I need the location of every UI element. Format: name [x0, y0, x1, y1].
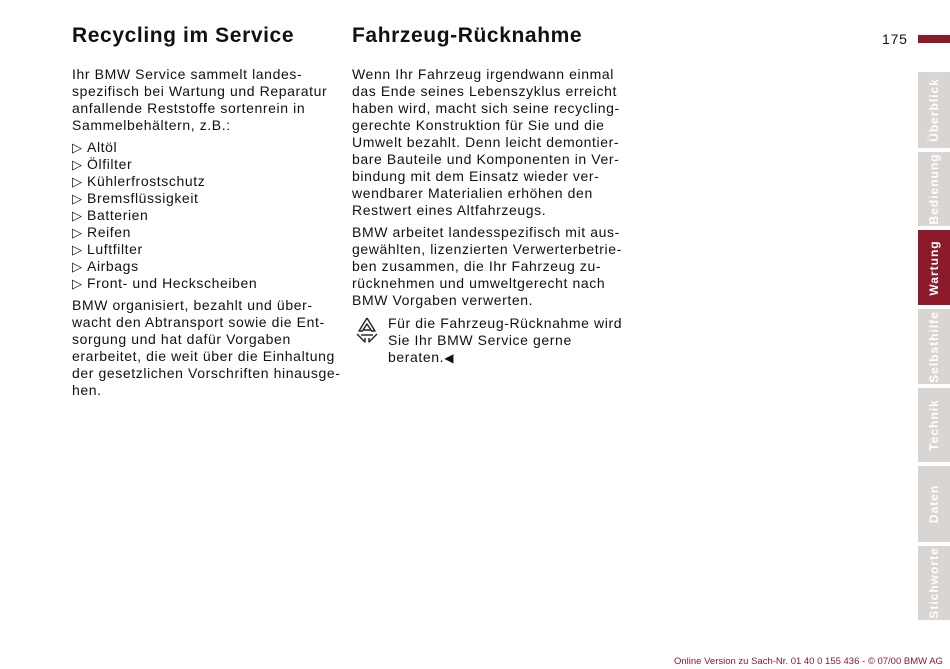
triangle-right-outline-icon: ▷ [72, 242, 83, 257]
section-title-recycling: Recycling im Service [72, 24, 295, 47]
tab-label: Technik [927, 399, 941, 451]
triangle-right-outline-icon: ▷ [72, 191, 83, 206]
tab-label: Selbsthilfe [927, 310, 941, 383]
triangle-right-outline-icon: ▷ [72, 140, 83, 155]
end-mark-triangle-icon: ◀ [444, 351, 455, 365]
list-item: ▷ Altöl [72, 139, 118, 155]
triangle-right-outline-icon: ▷ [72, 276, 83, 291]
list-item: ▷ Front- und Heckscheiben [72, 275, 258, 291]
tab-label: Bedienung [927, 153, 941, 225]
closing-paragraph: BMW organisiert, bezahlt und über- wacht den Abtransport sowie die Ent- sorgung und hat dafür Vorgaben erarbeitet, die weit über die Einhaltung der gesetzlichen Vorschriften hinausge- hen. [72, 297, 341, 398]
list-item: ▷ Kühlerfrostschutz [72, 173, 206, 189]
tab-label: Wartung [927, 239, 941, 296]
list-item: ▷ Airbags [72, 258, 139, 274]
triangle-right-outline-icon: ▷ [72, 208, 83, 223]
tab-daten[interactable] [918, 466, 950, 542]
tab-bedienung[interactable] [918, 152, 950, 226]
list-item: ▷ Bremsflüssigkeit [72, 190, 199, 206]
tab-selbsthilfe[interactable] [918, 309, 950, 384]
body-paragraph-1: Wenn Ihr Fahrzeug irgendwann einmal das Ende seines Lebenszyklus erreicht haben wird, macht sich seine recycling- gerechte Konstruktion für Sie und die Umwelt bezahlt. Denn leicht demontier- bare Bauteile und Komponenten in Ver- bindung mit dem Einsatz wieder ver- wendbarer Materialien erhöhen den Restwert eines Altfahrzeugs. [352, 66, 620, 218]
footer-note: Online Version zu Sach-Nr. 01 40 0 155 436 - © 07/00 BMW AG [674, 656, 943, 667]
tab-label: Daten [927, 484, 941, 524]
list-item: ▷ Batterien [72, 207, 149, 223]
list-item: ▷ Luftfilter [72, 241, 143, 257]
triangle-right-outline-icon: ▷ [72, 259, 83, 274]
recycling-icon [352, 315, 382, 345]
tab-ueberblick[interactable] [918, 72, 950, 148]
note-text: Für die Fahrzeug-Rücknahme wird Sie Ihr BMW Service gerne beraten. [388, 315, 623, 365]
triangle-right-outline-icon: ▷ [72, 157, 83, 172]
list-item: ▷ Reifen [72, 224, 132, 240]
waste-list [72, 139, 342, 292]
section-title-ruecknahme: Fahrzeug-Rücknahme [352, 24, 583, 47]
tab-stichworte[interactable] [918, 546, 950, 620]
triangle-right-outline-icon: ▷ [72, 174, 83, 189]
intro-paragraph: Ihr BMW Service sammelt landes- spezifisch bei Wartung und Reparatur anfallende Reststoffe sortenrein in Sammelbehältern, z.B.: [72, 66, 328, 133]
left-column [72, 66, 342, 404]
list-item: ▷ Ölfilter [72, 156, 133, 172]
tab-label: Stichworte [927, 547, 941, 619]
right-column [352, 66, 627, 367]
body-paragraph-2: BMW arbeitet landesspezifisch mit aus- gewählten, lizenzierten Verwerterbetrie- ben zusammen, die Ihr Fahrzeug zu- rücknehmen und umweltgerecht nach BMW Vorgaben verwerten. [352, 224, 622, 308]
recycling-note [352, 315, 627, 367]
triangle-right-outline-icon: ▷ [72, 225, 83, 240]
tab-wartung[interactable] [918, 230, 950, 305]
tab-technik[interactable] [918, 388, 950, 462]
accent-bar [918, 35, 950, 43]
page-number: 175 [882, 31, 908, 47]
tab-label: Überblick [927, 78, 941, 142]
